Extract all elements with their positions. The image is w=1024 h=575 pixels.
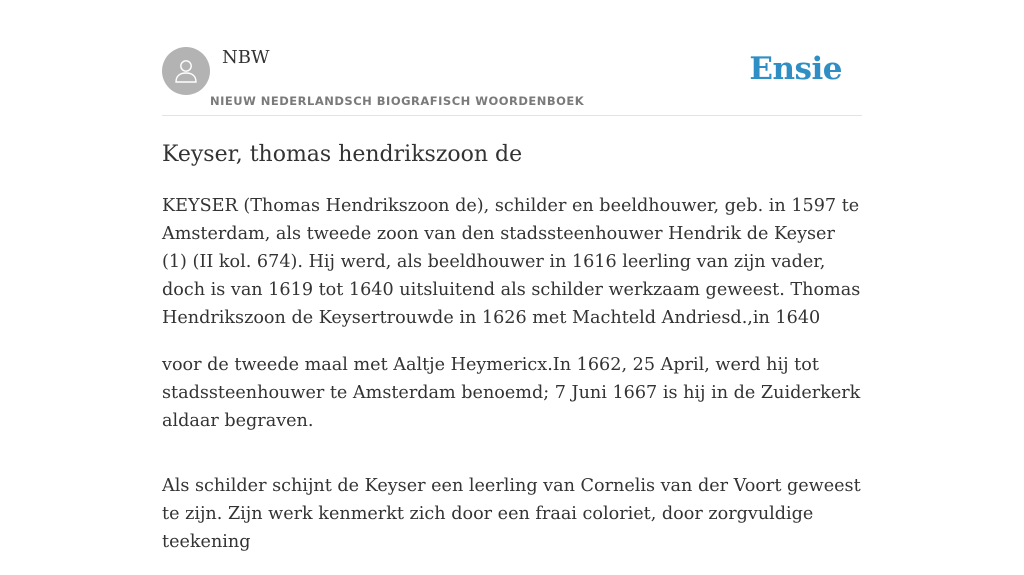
brand-logo[interactable]: Ensie — [749, 51, 842, 87]
source-name[interactable]: NIEUW NEDERLANDSCH BIOGRAFISCH WOORDENBOEK — [210, 94, 585, 108]
page-title: Keyser, thomas hendrikszoon de — [162, 142, 523, 167]
page-container — [162, 0, 862, 552]
article-paragraph: voor de tweede maal met Aaltje Heymericx.In 1662, 25 April, werd hij tot stadssteenhouwer te Amsterdam benoemd; 7 Juni 1667 is hij in de Zuiderkerk aldaar begraven. — [162, 355, 861, 431]
article-paragraph: Als schilder schijnt de Keyser een leerling van Cornelis van der Voort geweest te zijn. Zijn werk kenmerkt zich door een fraai coloriet, door zorgvuldige teekening — [162, 476, 861, 552]
author-avatar[interactable] — [162, 47, 210, 95]
article-body — [162, 192, 862, 575]
header — [162, 0, 862, 116]
article-paragraph: KEYSER (Thomas Hendrikszoon de), schilder en beeldhouwer, geb. in 1597 te Amsterdam, als tweede zoon van den stadssteenhouwer Hendrik de Keyser (1) (II kol. 674). Hij werd, als beeldhouwer in 1616 leerling van zijn vader, doch is van 1619 tot 1640 uitsluitend als schilder werkzaam geweest. Thomas Hendrikszoon de Keysertrouwde in 1626 met Machteld Andriesd.,in 1640 — [162, 196, 861, 328]
author-name[interactable]: NBW — [222, 47, 270, 68]
user-icon — [171, 56, 201, 86]
